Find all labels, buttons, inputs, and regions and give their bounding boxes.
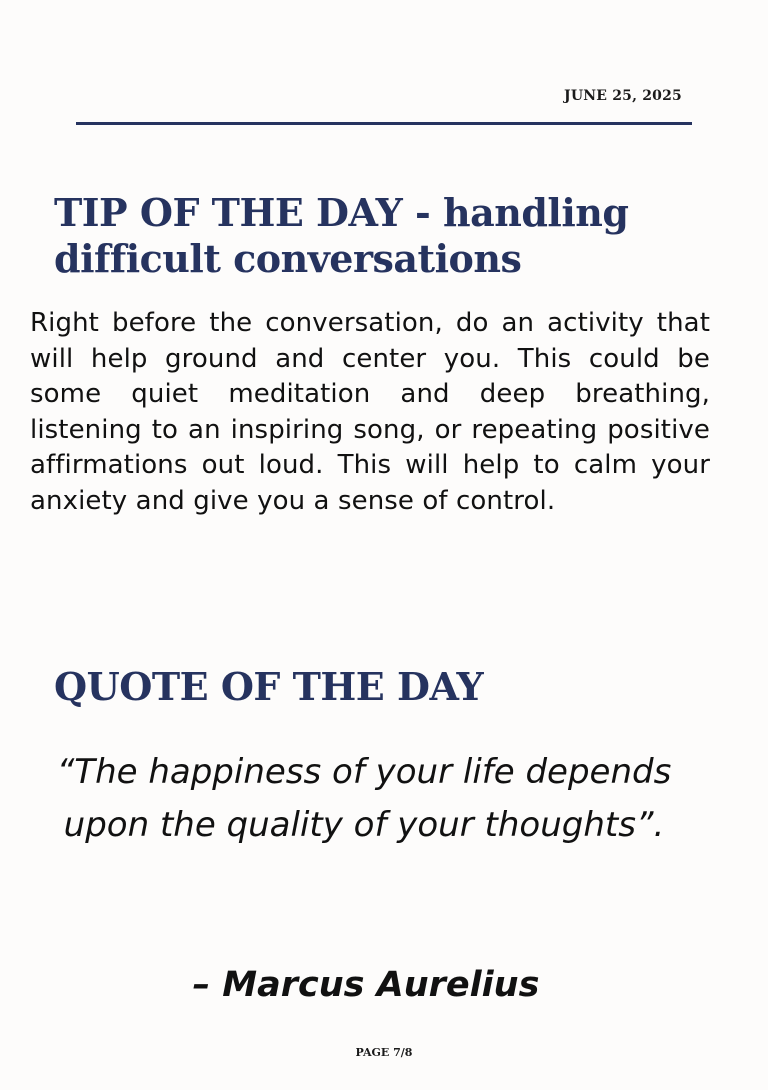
page-date: JUNE 25, 2025 [564, 88, 682, 104]
tip-heading: TIP OF THE DAY - handling difficult conversations [54, 190, 629, 281]
quote-author: – Marcus Aurelius [192, 965, 540, 1005]
header-divider [76, 122, 692, 125]
tip-body: Right before the conversation, do an activity that will help ground and center you. This could be some quiet meditation and deep breathing, listening to an inspiring song, or repeating positive affirmations out loud. This will help to calm your anxiety and give you a sense of control. [30, 308, 710, 516]
quote-heading: QUOTE OF THE DAY [54, 664, 484, 709]
page-number: PAGE 7/8 [355, 1046, 413, 1059]
quote-text: “The happiness of your life depends upon the quality of your thoughts”. [56, 752, 672, 845]
